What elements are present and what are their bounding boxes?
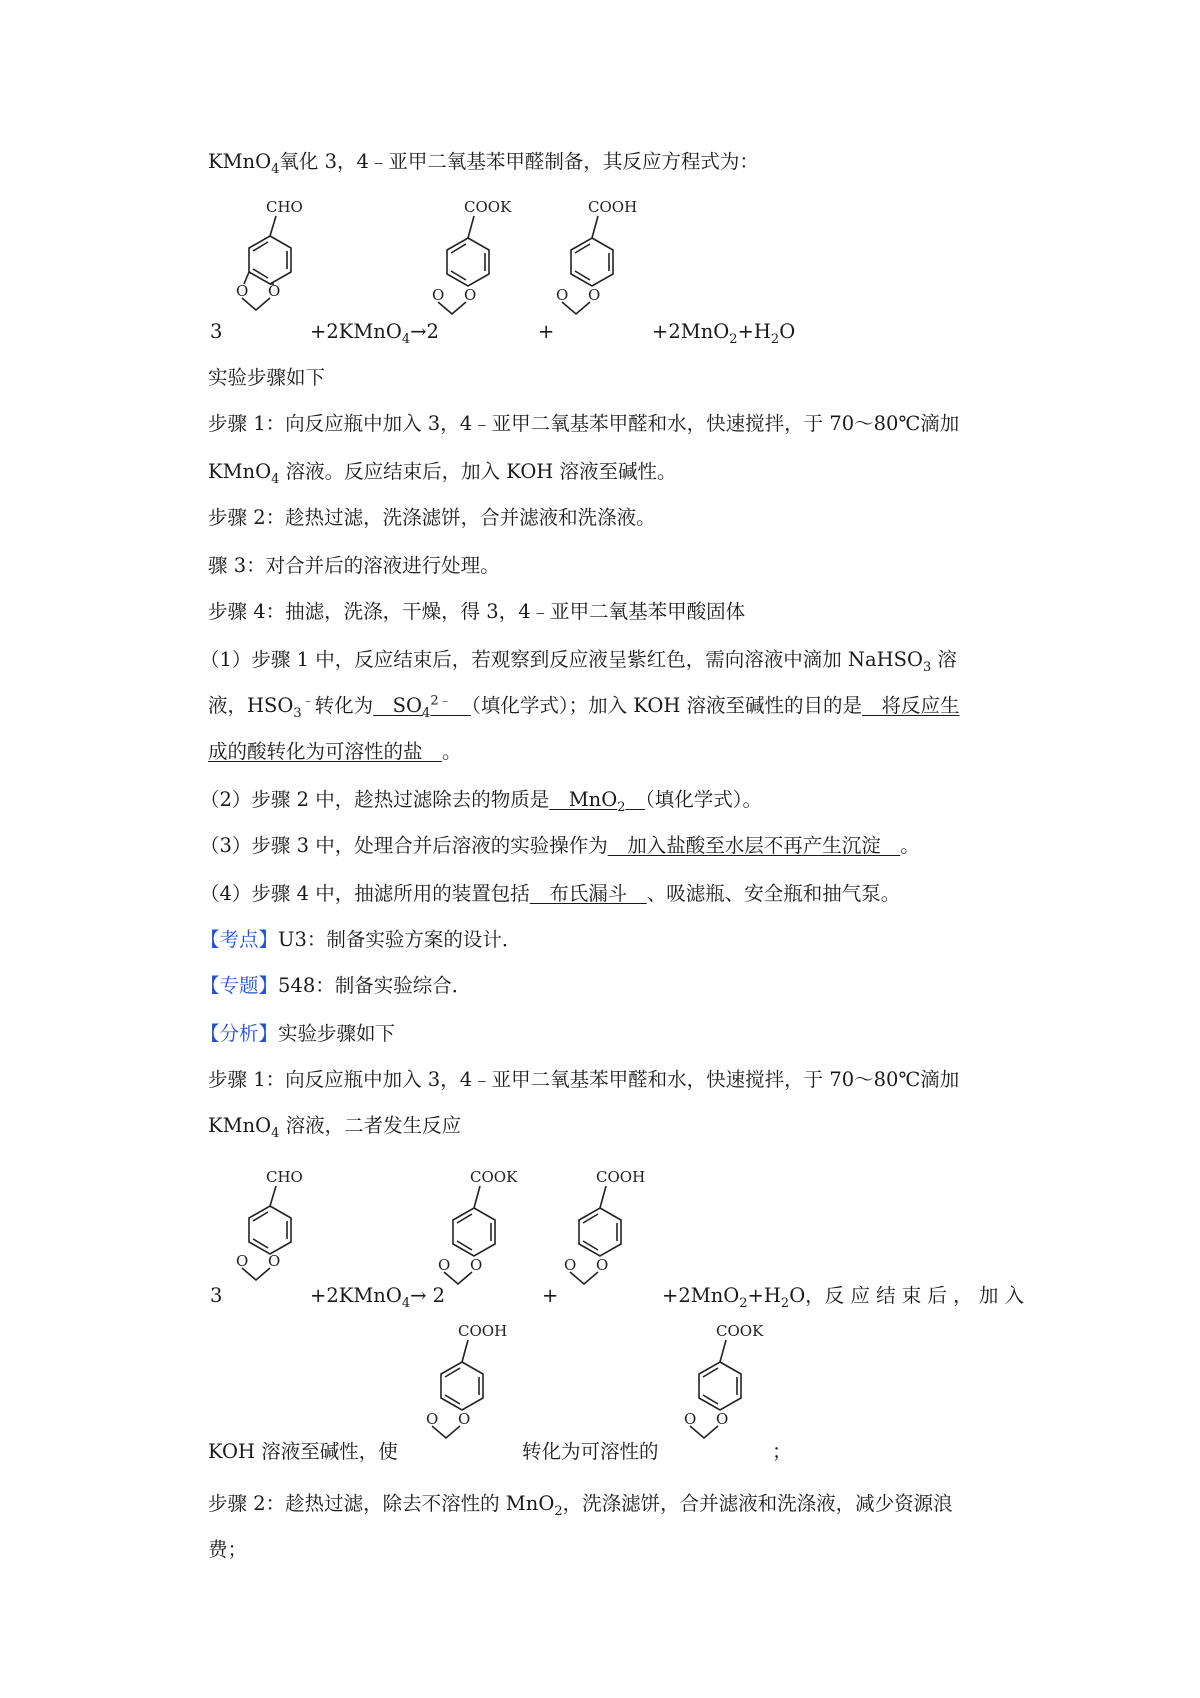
q2-line: （2）步骤 2 中，趁热过滤除去的物质是 MnO$_2$ （填化学式）。 — [200, 788, 763, 815]
kaodian-tag: 【考点】 — [200, 928, 279, 951]
zhuanti-line: 【专题】548：制备实验综合． — [200, 974, 472, 997]
q2-answer: MnO$_2$ — [549, 788, 626, 815]
molecule-carboxylate-k-3 — [676, 1322, 776, 1452]
svg-text:COOH: COOH — [596, 1168, 646, 1186]
svg-text:O: O — [236, 1252, 249, 1270]
cook-label: COOK — [464, 198, 512, 216]
analysis-step2-line2: 费； — [208, 1538, 248, 1561]
q1-line2: 液，$HSO_3^﹣$转化为 $SO_4^{2﹣}$ （填化学式）；加入 KOH 溶液至碱性的目的是 将反应生 — [208, 693, 960, 721]
analysis-step2-line1: 步骤 2：趁热过滤，除去不溶性的 MnO$_2$，洗涤滤饼，合并滤液和洗涤液，减少资源浪 — [208, 1492, 953, 1519]
koh-line-b: 转化为可溶性的 — [522, 1440, 659, 1463]
eq1-kmno4: +2KMnO$_4$→2 — [310, 320, 439, 347]
molecule-carboxylate-k-2 — [430, 1168, 530, 1298]
svg-text:O: O — [268, 1252, 281, 1270]
cho-label: CHO — [266, 198, 303, 216]
eq2-kmno4: +2KMnO$_4$→ 2 — [310, 1284, 446, 1311]
q1-answer-2b: 成的酸转化为可溶性的盐 — [208, 740, 443, 763]
analysis-step1-line1: 步骤 1：向反应瓶中加入 3，4﹣亚甲二氧基苯甲醛和水，快速搅拌，于 70～80℃滴加 — [208, 1068, 960, 1091]
svg-text:O: O — [556, 286, 569, 304]
analysis-step1-line2: KMnO$_4$ 溶液，二者发生反应 — [208, 1114, 462, 1141]
svg-text:COOK: COOK — [470, 1168, 518, 1186]
svg-text:O: O — [268, 282, 281, 300]
eq1-coef: 3 — [210, 320, 223, 343]
q4-answer: 布氏漏斗 — [529, 882, 647, 905]
eq2-plus: + — [542, 1284, 559, 1307]
svg-text:COOH: COOH — [458, 1322, 508, 1340]
svg-text:O: O — [684, 1410, 697, 1428]
svg-text:O: O — [236, 282, 249, 300]
q1-answer-2a: 将反应生 — [862, 694, 960, 717]
eq2-tail: $+2MnO_2+H_2O$，反 应 结 束 后 ， 加 入 — [662, 1284, 1025, 1311]
molecule-aldehyde — [236, 198, 316, 318]
svg-text:O: O — [470, 1256, 483, 1274]
eq2-coef: 3 — [210, 1284, 223, 1307]
svg-text:O: O — [716, 1410, 729, 1428]
q4-line: （4）步骤 4 中，抽滤所用的装置包括 布氏漏斗 、吸滤瓶、安全瓶和抽气泵。 — [200, 882, 901, 905]
kaodian-line: 【考点】U3：制备实验方案的设计． — [200, 928, 522, 951]
steps-header: 实验步骤如下 — [208, 366, 326, 389]
svg-text:O: O — [432, 286, 445, 304]
svg-text:O: O — [564, 1256, 577, 1274]
svg-text:O: O — [464, 286, 477, 304]
zhuanti-tag: 【专题】 — [200, 974, 279, 997]
step1-line2: KMnO$_4$ 溶液。反应结束后，加入 KOH 溶液至碱性。 — [208, 460, 677, 487]
step3-line: 骤 3：对合并后的溶液进行处理。 — [208, 554, 500, 577]
q1-answer-1: $SO_4^{2﹣}$ — [373, 693, 452, 721]
molecule-carboxylic-acid-2 — [556, 1168, 656, 1298]
fenxi-tag: 【分析】 — [200, 1022, 279, 1045]
molecule-carboxylic-acid — [548, 198, 648, 328]
eq1-tail: $+2MnO_2+H_2O$ — [652, 320, 796, 347]
cooh-label: COOH — [588, 198, 638, 216]
step4-line: 步骤 4：抽滤，洗涤，干燥，得 3，4﹣亚甲二氧基苯甲酸固体 — [208, 600, 746, 623]
svg-text:O: O — [426, 1410, 439, 1428]
molecule-carboxylic-acid-3 — [418, 1322, 518, 1452]
intro-line: KMnO$_4$氧化 3，4﹣亚甲二氧基苯甲醛制备，其反应方程式为： — [208, 150, 759, 177]
molecule-aldehyde-2 — [236, 1168, 316, 1288]
eq1-plus: + — [538, 320, 555, 343]
q1-line1: （1）步骤 1 中，反应结束后，若观察到反应液呈紫红色，需向溶液中滴加 NaHSO$_3$ 溶 — [200, 648, 957, 675]
svg-text:O: O — [596, 1256, 609, 1274]
svg-text:O: O — [438, 1256, 451, 1274]
fenxi-line: 【分析】实验步骤如下 — [200, 1022, 396, 1045]
svg-text:CHO: CHO — [266, 1168, 303, 1186]
koh-line-c: ； — [772, 1440, 792, 1463]
q3-answer: 加入盐酸至水层不再产生沉淀 — [607, 834, 901, 857]
q1-line3: 成的酸转化为可溶性的盐 。 — [208, 740, 462, 763]
svg-text:O: O — [588, 286, 601, 304]
step2-line: 步骤 2：趁热过滤，洗涤滤饼，合并滤液和洗涤液。 — [208, 506, 656, 529]
molecule-carboxylate-k — [424, 198, 524, 328]
svg-text:O: O — [458, 1410, 471, 1428]
koh-line-a: KOH 溶液至碱性，使 — [208, 1440, 398, 1463]
step1-line1: 步骤 1：向反应瓶中加入 3，4﹣亚甲二氧基苯甲醛和水，快速搅拌，于 70～80℃滴加 — [208, 412, 960, 435]
q3-line: （3）步骤 3 中，处理合并后溶液的实验操作为 加入盐酸至水层不再产生沉淀 。 — [200, 834, 920, 857]
svg-text:COOK: COOK — [716, 1322, 764, 1340]
